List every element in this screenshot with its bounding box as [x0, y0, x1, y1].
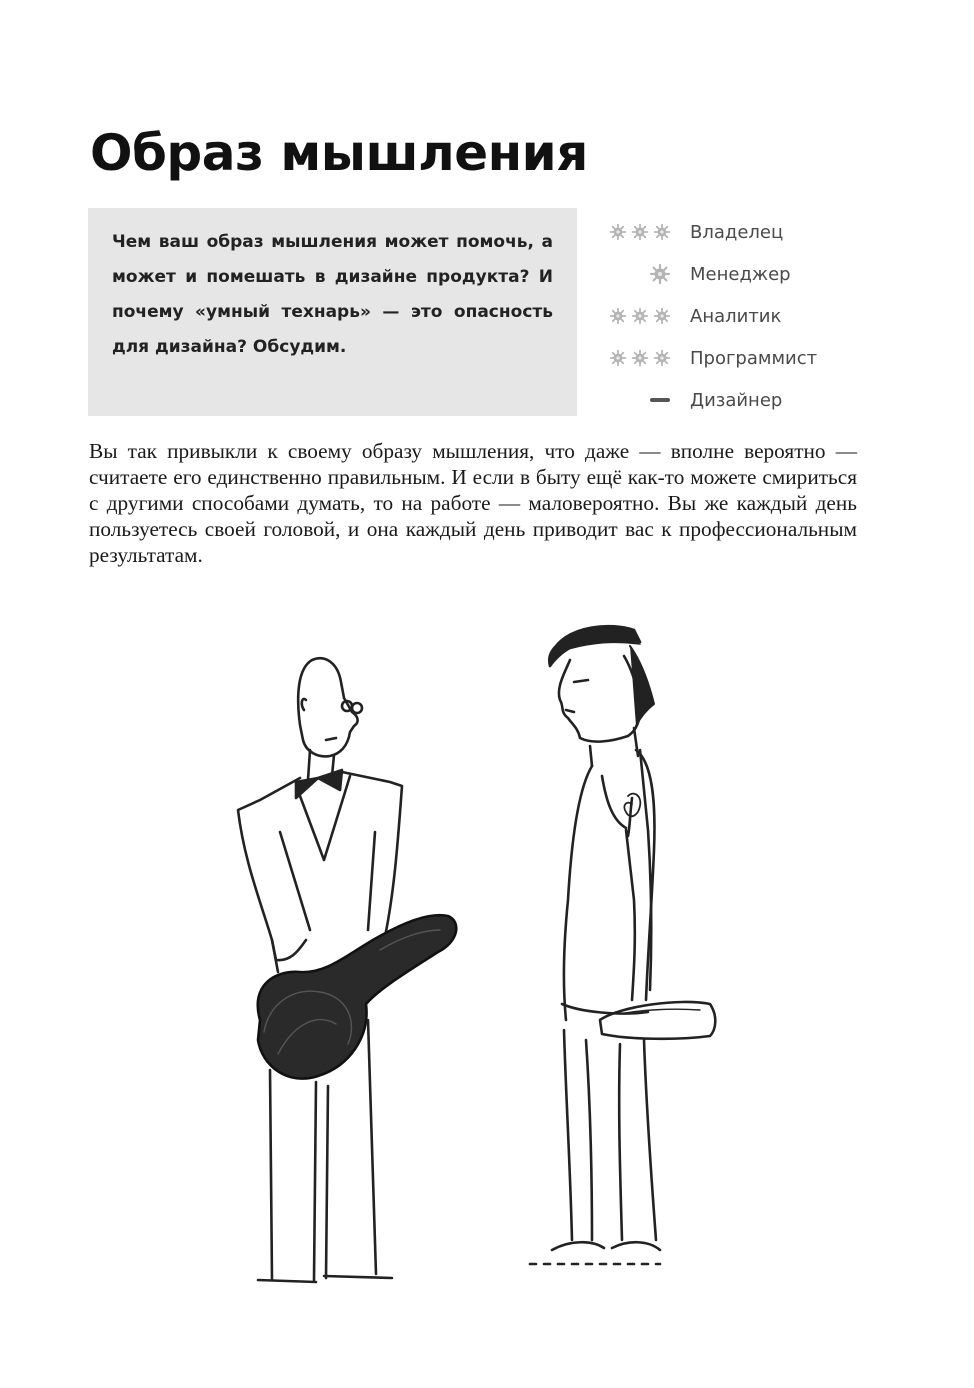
gear-icon	[609, 305, 627, 327]
intro-text: Чем ваш образ мышления может помочь, а может и помешать в дизайне продукта? И почему «умный технарь» — это опасность для дизайна? Обсудим.	[112, 232, 553, 357]
gear-icon	[631, 305, 649, 327]
role-rating	[605, 221, 690, 243]
gear-icon	[631, 221, 649, 243]
figure-bald-man-with-guitar-case	[238, 658, 456, 1282]
role-row	[605, 295, 865, 337]
role-label: Аналитик	[690, 305, 782, 327]
body-paragraph: Вы так привыкли к своему образу мышления, что даже — вполне вероятно — считаете его единственно правильным. И если в быту ещё как-то можете смириться с другими способами думать, то на работе — маловероятно. Вы же каждый день пользуетесь своей головой, и она каждый день приводит вас к профессиональным результатам.	[89, 439, 857, 567]
illustration-two-figures	[200, 600, 760, 1300]
gear-icon	[609, 347, 627, 369]
figure-man-with-cap	[530, 626, 715, 1264]
gear-icon	[653, 221, 671, 243]
role-rating	[605, 305, 690, 327]
gear-icon	[653, 305, 671, 327]
gear-icon	[653, 347, 671, 369]
role-label: Программист	[690, 347, 818, 369]
role-label: Владелец	[690, 221, 784, 243]
role-rating	[605, 398, 690, 402]
role-rating	[605, 347, 690, 369]
role-row	[605, 379, 865, 421]
role-rating-list	[605, 211, 865, 421]
gear-icon	[649, 263, 671, 285]
gear-icon	[631, 347, 649, 369]
role-row	[605, 253, 865, 295]
role-row	[605, 211, 865, 253]
role-row	[605, 337, 865, 379]
role-label: Менеджер	[690, 263, 791, 285]
gear-icon	[609, 221, 627, 243]
intro-box	[88, 208, 577, 416]
role-label: Дизайнер	[690, 389, 783, 411]
page-title: Образ мышления	[90, 124, 588, 182]
role-rating	[605, 263, 690, 285]
dash-icon	[650, 398, 670, 402]
